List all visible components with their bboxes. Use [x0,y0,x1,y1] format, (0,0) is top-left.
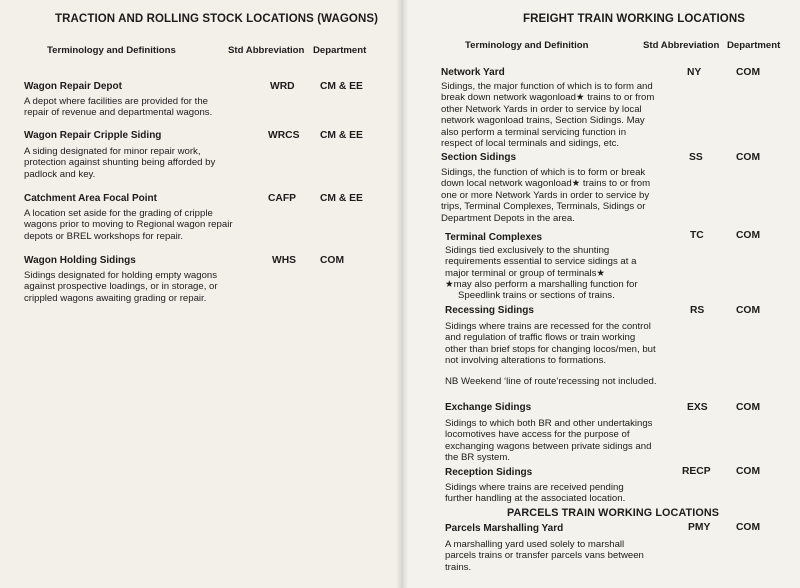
entry-department: COM [736,305,761,316]
right-page [400,0,800,588]
entry-definition: Sidings, the function of which is to form or break down local network wagonload★ trains to or from one or more Network Yards in order to service by trips, Terminal Complexes, Terminals, Sidings or Department Depots in the area. [441,167,651,224]
entry-definition: Sidings where trains are recessed for the control and regulation of traffic flows or train working other than brief stops for changing locos/men, but not involving alterations to formations. [445,321,656,367]
entry-abbreviation: SS [689,152,703,163]
entry-abbreviation: NY [687,67,702,78]
entry-note: NB Weekend ‘line of route’recessing not included. [445,376,657,387]
right-header-abbr: Std Abbreviation [643,40,720,51]
entry-definition: Sidings designated for holding empty wagons against prospective loadings, or in storage, or crippled wagons awaiting grading or repair. [24,270,218,304]
entry-definition: A siding designated for minor repair work, protection against shunting being afforded by padlock and key. [24,146,216,180]
entry-department: COM [736,522,761,533]
entry-department: CM & EE [320,130,363,141]
entry-department: COM [736,152,761,163]
entry-definition: A marshalling yard used solely to marshall parcels trains or transfer parcels vans between trains. [445,539,644,573]
entry-abbreviation: WRCS [268,130,300,141]
entry-term: Terminal Complexes [445,232,543,243]
entry-term: Network Yard [441,67,505,78]
left-page-title: TRACTION AND ROLLING STOCK LOCATIONS (WAGONS) [55,13,379,25]
entry-note: ★may also perform a marshalling function for Speedlink trains or sections of trains. [445,279,638,302]
entry-term: Wagon Repair Cripple Siding [24,130,162,141]
entry-department: COM [320,255,345,266]
left-header-dept: Department [313,45,367,56]
left-header-abbr: Std Abbreviation [228,45,305,56]
entry-department: CM & EE [320,81,363,92]
left-header-term: Terminology and Definitions [47,45,176,56]
entry-abbreviation: RS [690,305,705,316]
entry-abbreviation: RECP [682,466,711,477]
entry-department: COM [736,466,761,477]
entry-term: Exchange Sidings [445,402,532,413]
entry-term: Reception Sidings [445,467,533,478]
entry-department: COM [736,67,761,78]
entry-definition: A location set aside for the grading of cripple wagons prior to moving to Regional wagon repair depots or BREL workshops for repair. [24,208,233,242]
entry-definition: Sidings where trains are received pending further handling at the associated location. [445,482,626,505]
entry-abbreviation: CAFP [268,193,297,204]
entry-term: Wagon Holding Sidings [24,255,136,266]
entry-term: Section Sidings [441,152,517,163]
entry-abbreviation: PMY [688,522,711,533]
entry-term: Recessing Sidings [445,305,534,316]
entry-definition: Sidings, the major function of which is to form and break down network wagonload★ trains to or from other Network Yards in order to service by local network wagonload trains, Section Sidings. May also perform a terminal servicing function in respect of local terminals and sidings, etc. [441,81,655,150]
parcels-section-title: PARCELS TRAIN WORKING LOCATIONS [507,507,720,519]
entry-term: Parcels Marshalling Yard [445,523,564,534]
entry-term: Wagon Repair Depot [24,81,122,92]
right-header-dept: Department [727,40,781,51]
book-gutter [396,0,408,588]
entry-term: Catchment Area Focal Point [24,193,157,204]
entry-abbreviation: WRD [270,81,295,92]
entry-department: COM [736,402,761,413]
entry-department: CM & EE [320,193,363,204]
right-header-term: Terminology and Definition [465,40,589,51]
entry-department: COM [736,230,761,241]
entry-abbreviation: WHS [272,255,297,266]
entry-definition: A depot where facilities are provided for the repair of revenue and departmental wagons. [24,96,213,119]
entry-abbreviation: TC [690,230,704,241]
entry-definition: Sidings tied exclusively to the shunting requirements essential to service sidings at a major terminal or group of terminals★ [445,245,637,279]
right-page-title: FREIGHT TRAIN WORKING LOCATIONS [523,13,746,25]
entry-abbreviation: EXS [687,402,708,413]
entry-definition: Sidings to which both BR and other undertakings locomotives have access for the purpose of exchanging wagons between private sidings and the BR system. [445,418,653,464]
